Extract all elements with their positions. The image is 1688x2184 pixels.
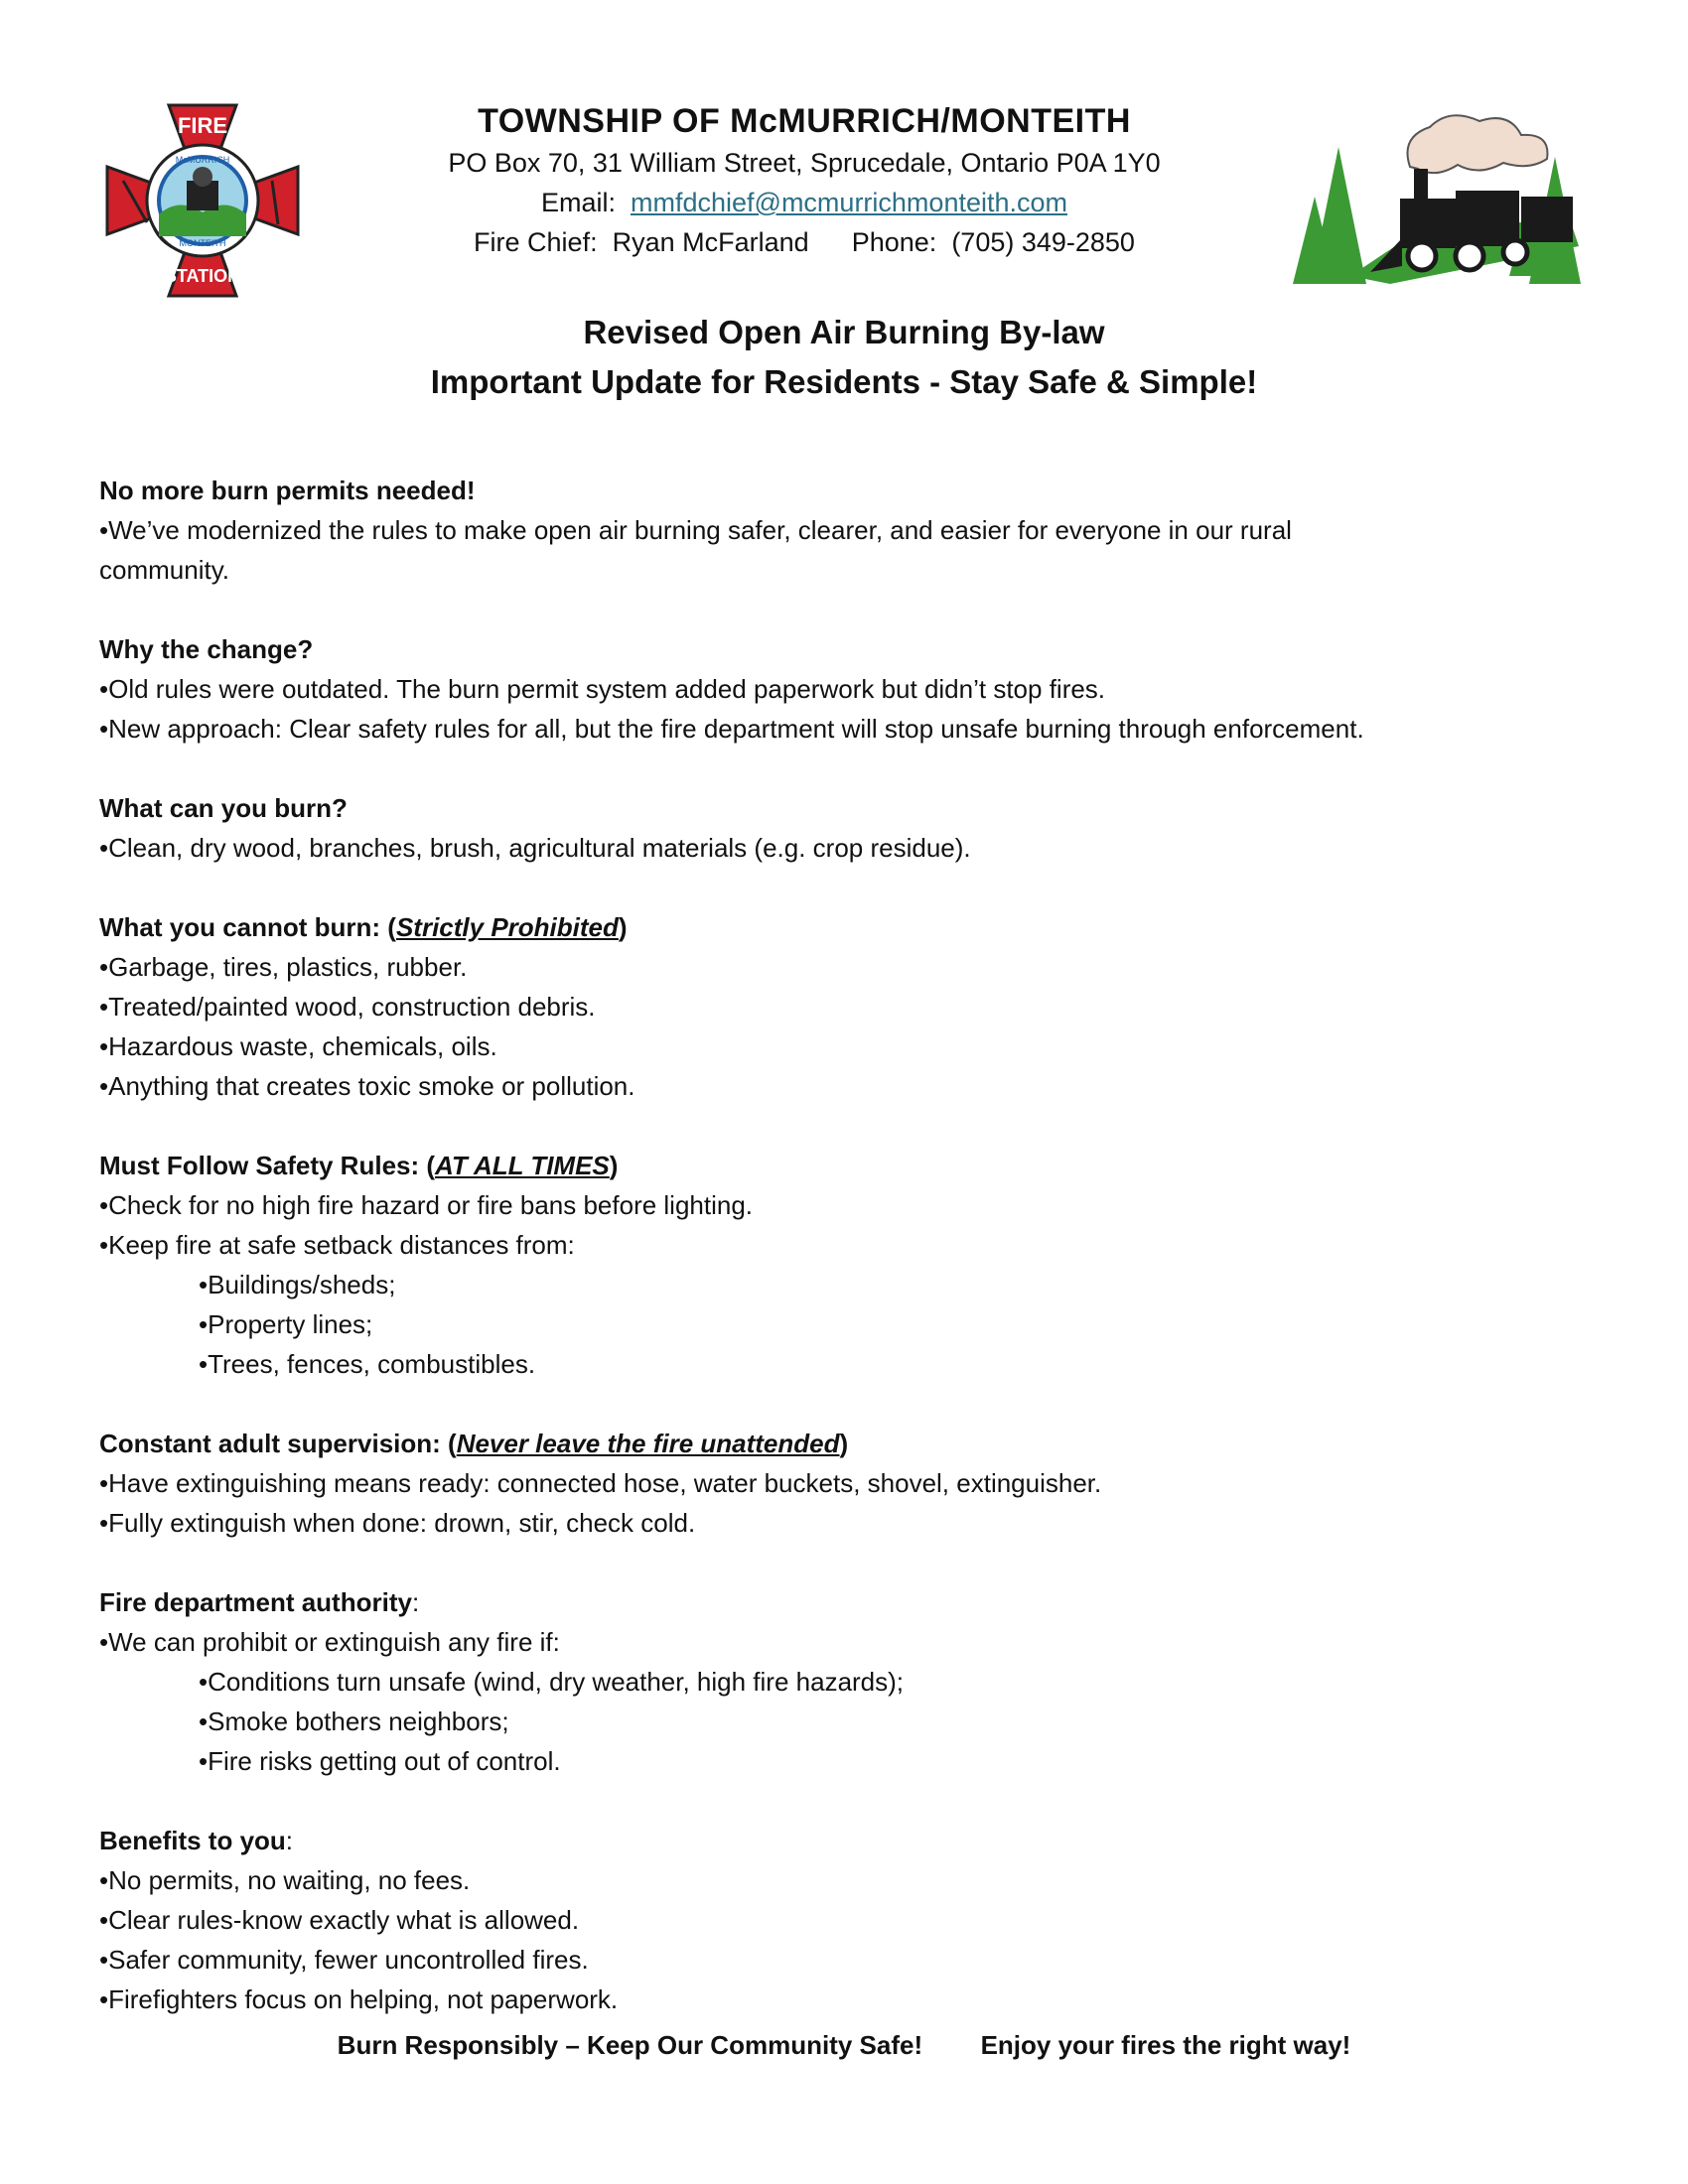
section-title: What can you burn? xyxy=(99,793,348,823)
headline-update: Important Update for Residents - Stay Safe & Simple! xyxy=(430,363,1258,400)
list-item: •Treated/painted wood, construction debris. xyxy=(99,992,596,1022)
fire-station-logo xyxy=(99,97,306,304)
sub-list-item: •Smoke bothers neighbors; xyxy=(199,1706,509,1736)
list-item: •We can prohibit or extinguish any fire if: xyxy=(99,1627,560,1657)
list-item: •Garbage, tires, plastics, rubber. xyxy=(99,952,468,982)
email-label: Email: xyxy=(540,188,616,217)
list-item: •Clean, dry wood, branches, brush, agricultural materials (e.g. crop residue). xyxy=(99,833,971,863)
upper-band-text: McMURRICH xyxy=(175,155,230,165)
emphasis-text: Never leave the fire unattended xyxy=(456,1429,840,1458)
section-title: Benefits to you: xyxy=(99,1826,294,1855)
list-item: •Anything that creates toxic smoke or pollution. xyxy=(99,1071,635,1101)
lower-band-text: MONTEITH xyxy=(179,238,226,248)
list-item: community. xyxy=(99,555,229,585)
footer-right: Enjoy your fires the right way! xyxy=(980,2030,1351,2060)
phone-number: (705) 349-2850 xyxy=(951,227,1135,257)
section-title: Must Follow Safety Rules: (AT ALL TIMES) xyxy=(99,1151,619,1180)
emphasis-text: Strictly Prohibited xyxy=(395,912,619,942)
section-benefits xyxy=(99,1821,1589,2019)
fire-text: FIRE xyxy=(177,113,228,138)
list-item: •Check for no high fire hazard or fire bans before lighting. xyxy=(99,1190,754,1220)
chief-line xyxy=(338,222,1271,262)
email-link[interactable]: mmfdchief@mcmurrichmonteith.com xyxy=(631,188,1068,217)
phone-label: Phone: xyxy=(851,227,937,257)
section-title: What you cannot burn: (Strictly Prohibited) xyxy=(99,912,628,942)
section-supervision xyxy=(99,1424,1589,1543)
section-title: Why the change? xyxy=(99,634,314,664)
section-title: No more burn permits needed! xyxy=(99,476,476,505)
email-line xyxy=(338,183,1271,222)
township-title: TOWNSHIP OF McMURRICH/MONTEITH xyxy=(478,102,1131,140)
station-text: STATION xyxy=(164,266,241,286)
sub-list-item: •Property lines; xyxy=(199,1309,373,1339)
list-item: •Fully extinguish when done: drown, stir, check cold. xyxy=(99,1508,696,1538)
sub-list-item: •Conditions turn unsafe (wind, dry weather, high fire hazards); xyxy=(199,1667,905,1697)
section-safety-rules xyxy=(99,1146,1589,1384)
address-line: PO Box 70, 31 William Street, Sprucedale, Ontario P0A 1Y0 xyxy=(448,148,1161,178)
section-authority xyxy=(99,1582,1589,1781)
list-item: •Safer community, fewer uncontrolled fires. xyxy=(99,1945,589,1975)
section-title: Fire department authority: xyxy=(99,1587,420,1617)
list-item: •No permits, no waiting, no fees. xyxy=(99,1865,471,1895)
train-logo xyxy=(1291,107,1589,284)
sub-list-item: •Fire risks getting out of control. xyxy=(199,1746,561,1776)
list-item: •We’ve modernized the rules to make open air burning safer, clearer, and easier for everyone in our rural xyxy=(99,515,1292,545)
letterhead xyxy=(338,99,1271,262)
list-item: •Have extinguishing means ready: connected hose, water buckets, shovel, extinguisher. xyxy=(99,1468,1102,1498)
list-item: •Clear rules-know exactly what is allowed. xyxy=(99,1905,580,1935)
list-item: •Hazardous waste, chemicals, oils. xyxy=(99,1031,497,1061)
chief-label: Fire Chief: xyxy=(474,227,598,257)
section-permits xyxy=(99,471,1589,590)
section-can-burn xyxy=(99,788,1589,868)
headline-bylaw: Revised Open Air Burning By-law xyxy=(583,314,1105,350)
list-item: •New approach: Clear safety rules for all, but the fire department will stop unsafe burning through enforcement. xyxy=(99,714,1364,744)
chief-name: Ryan McFarland xyxy=(612,227,809,257)
list-item: •Keep fire at safe setback distances from: xyxy=(99,1230,575,1260)
footer-slogan xyxy=(0,2025,1688,2065)
section-title: Constant adult supervision: (Never leave the fire unattended) xyxy=(99,1429,849,1458)
section-cannot-burn xyxy=(99,907,1589,1106)
list-item: •Firefighters focus on helping, not paperwork. xyxy=(99,1984,619,2014)
sub-list-item: •Buildings/sheds; xyxy=(199,1270,396,1299)
bylaw-content xyxy=(99,471,1589,2059)
list-item: •Old rules were outdated. The burn permit system added paperwork but didn’t stop fires. xyxy=(99,674,1106,704)
sub-list-item: •Trees, fences, combustibles. xyxy=(199,1349,536,1379)
section-why xyxy=(99,629,1589,749)
footer-left: Burn Responsibly – Keep Our Community Safe! xyxy=(337,2030,923,2060)
emphasis-text: AT ALL TIMES xyxy=(435,1151,610,1180)
